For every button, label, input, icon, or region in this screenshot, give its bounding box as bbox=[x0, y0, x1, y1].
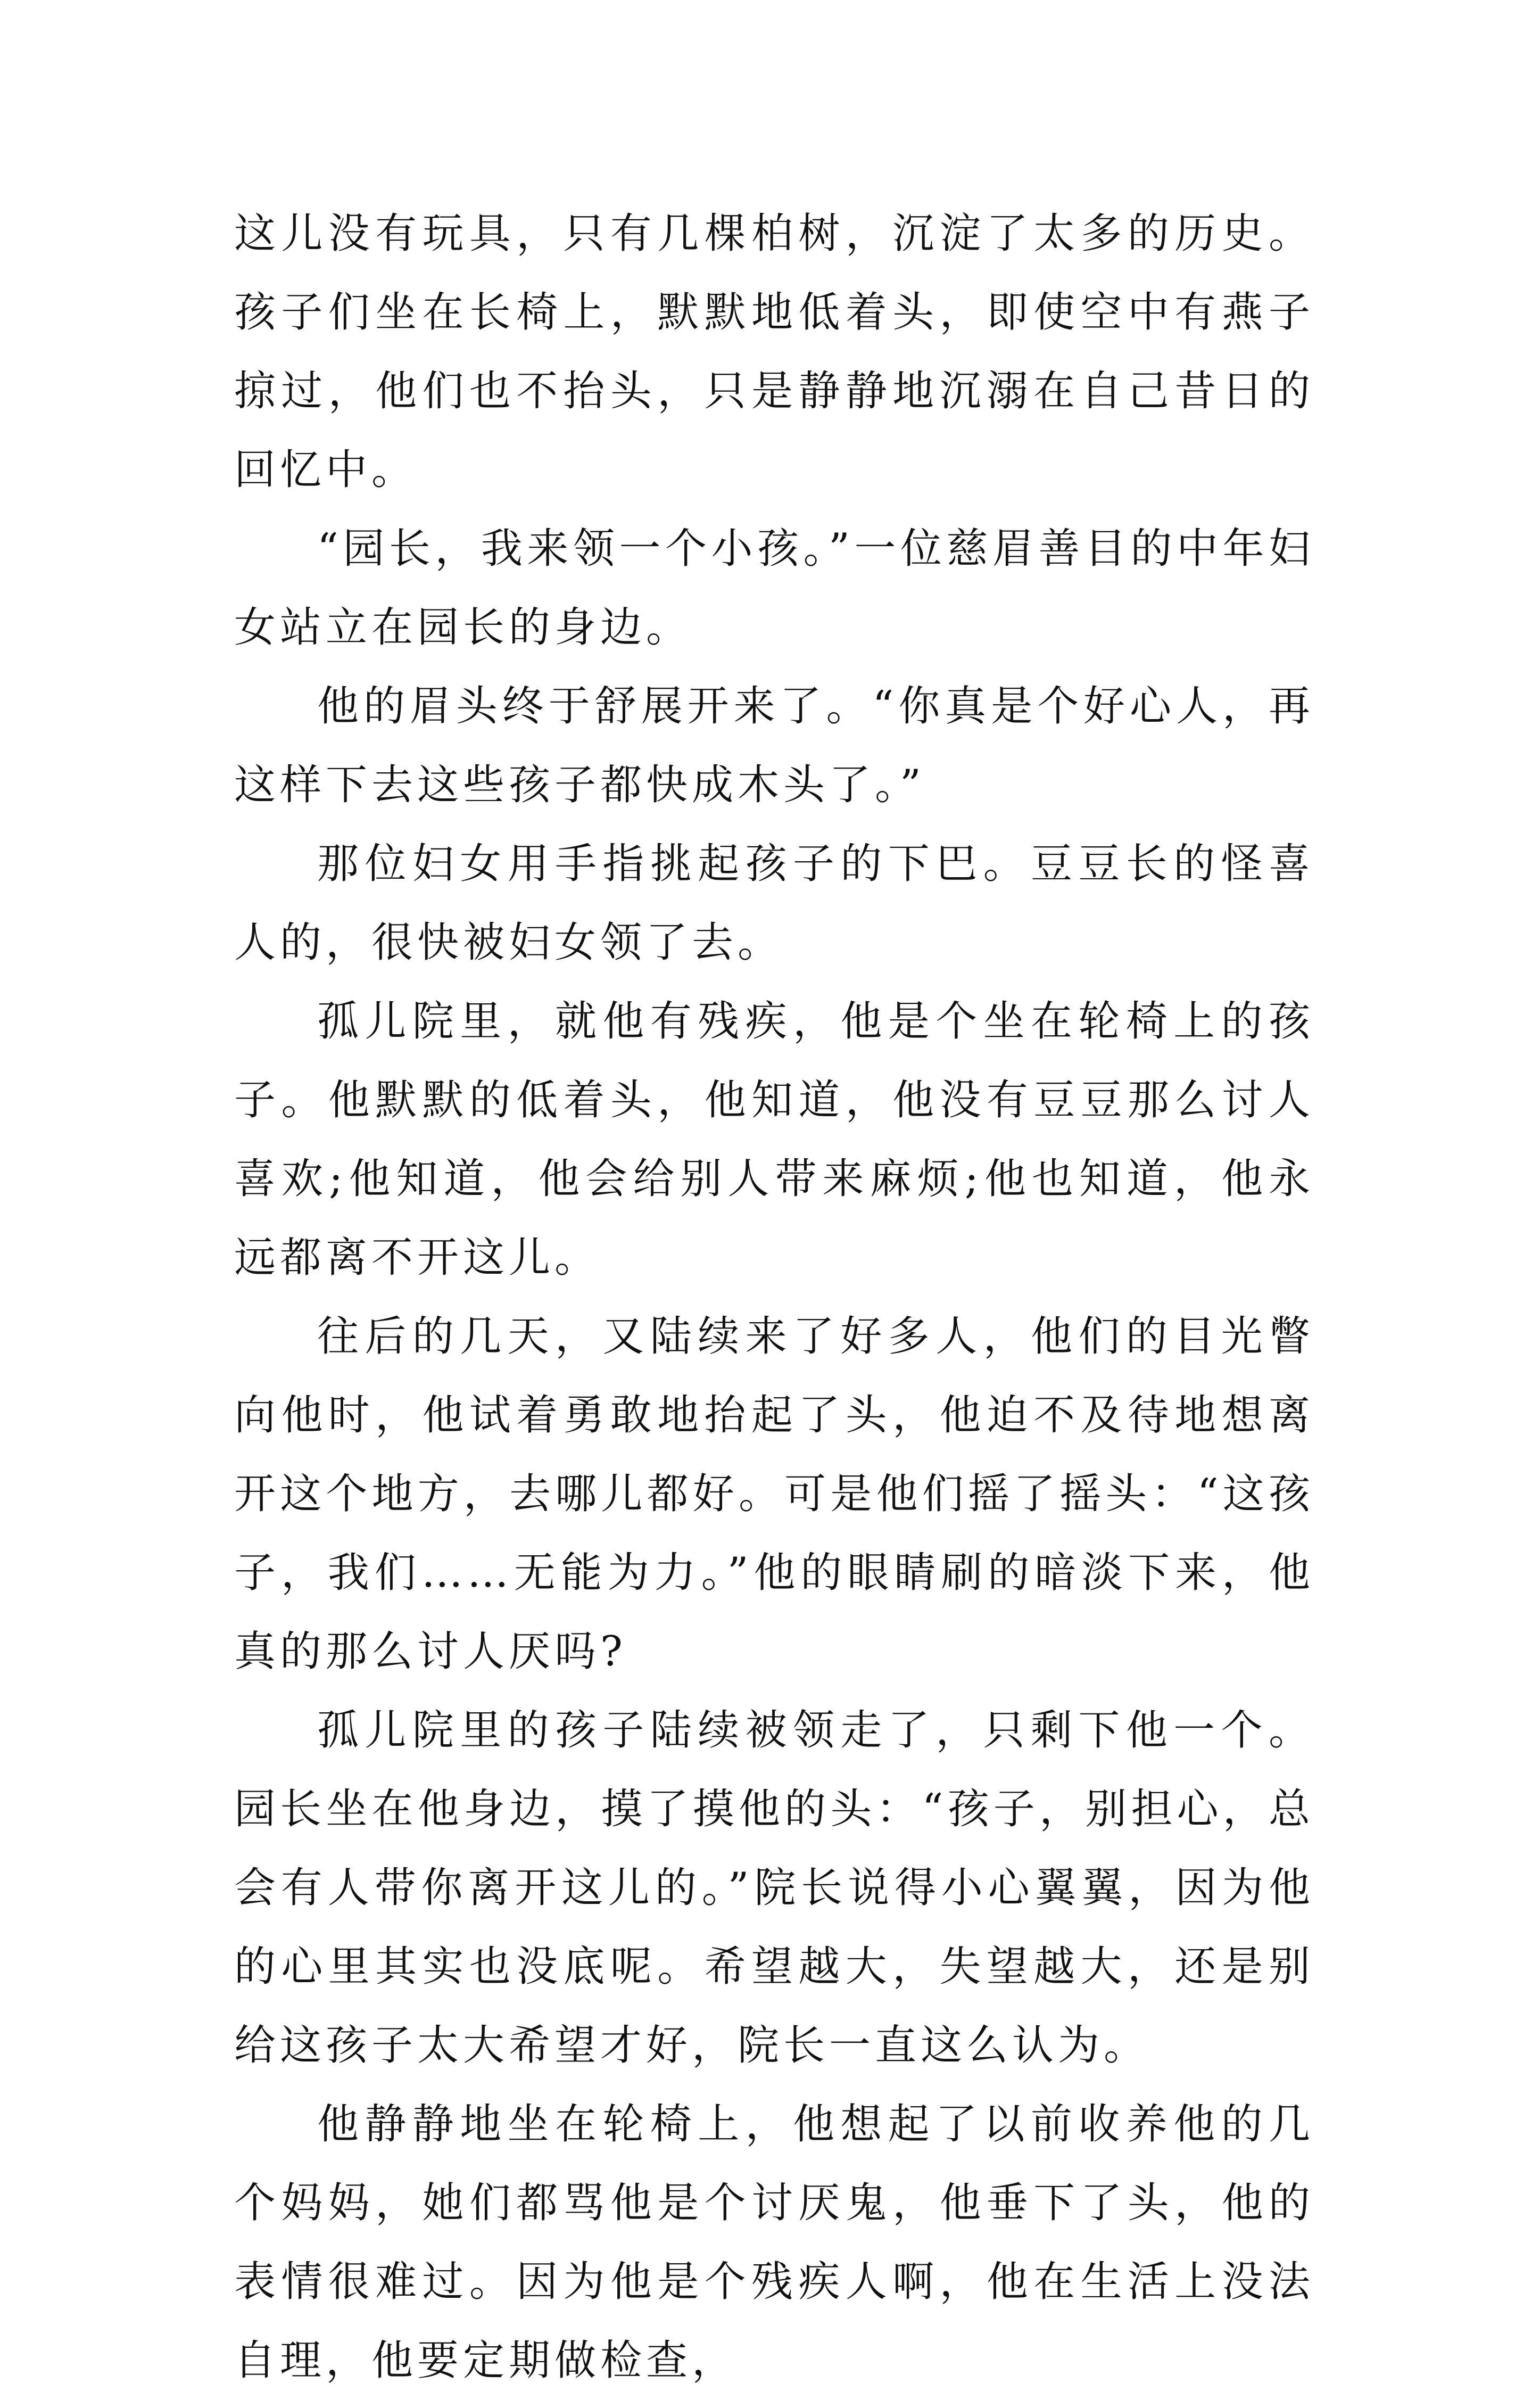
paragraph-3: 他的眉头终于舒展开来了。“你真是个好心人，再这样下去这些孩子都快成木头了。” bbox=[234, 682, 1314, 809]
paragraph-5: 孤儿院里，就他有残疾，他是个坐在轮椅上的孩子。他默默的低着头，他知道，他没有豆豆那么讨人喜欢;他知道，他会给别人带来麻烦;他也知道，他永远都离不开这儿。 bbox=[234, 997, 1314, 1282]
paragraph-6: 往后的几天，又陆续来了好多人，他们的目光瞥向他时，他试着勇敢地抬起了头，他迫不及待地想离开这个地方，去哪儿都好。可是他们摇了摇头：“这孩子，我们……无能为力。”他的眼睛刷的暗淡下来，他真的那么讨人厌吗? bbox=[234, 1313, 1314, 1676]
paragraph-7: 孤儿院里的孩子陆续被领走了，只剩下他一个。园长坐在他身边，摸了摸他的头：“孩子，别担心，总会有人带你离开这儿的。”院长说得小心翼翼，因为他的心里其实也没底呢。希望越大，失望越大，还是别给这孩子太大希望才好，院长一直这么认为。 bbox=[234, 1706, 1314, 2069]
paragraph-2: “园长，我来领一个小孩。”一位慈眉善目的中年妇女站立在园长的身边。 bbox=[234, 525, 1314, 651]
paragraph-4: 那位妇女用手指挑起孩子的下巴。豆豆长的怪喜人的，很快被妇女领了去。 bbox=[234, 840, 1314, 967]
paragraph-1: 这儿没有玩具，只有几棵柏树，沉淀了太多的历史。孩子们坐在长椅上，默默地低着头，即使空中有燕子掠过，他们也不抬头，只是静静地沉溺在自己昔日的回忆中。 bbox=[234, 210, 1314, 494]
paragraph-8: 他静静地坐在轮椅上，他想起了以前收养他的几个妈妈，她们都骂他是个讨厌鬼，他垂下了头，他的表情很难过。因为他是个残疾人啊，他在生活上没法自理，他要定期做检查， bbox=[234, 2100, 1314, 2385]
document-body bbox=[234, 194, 1314, 2400]
